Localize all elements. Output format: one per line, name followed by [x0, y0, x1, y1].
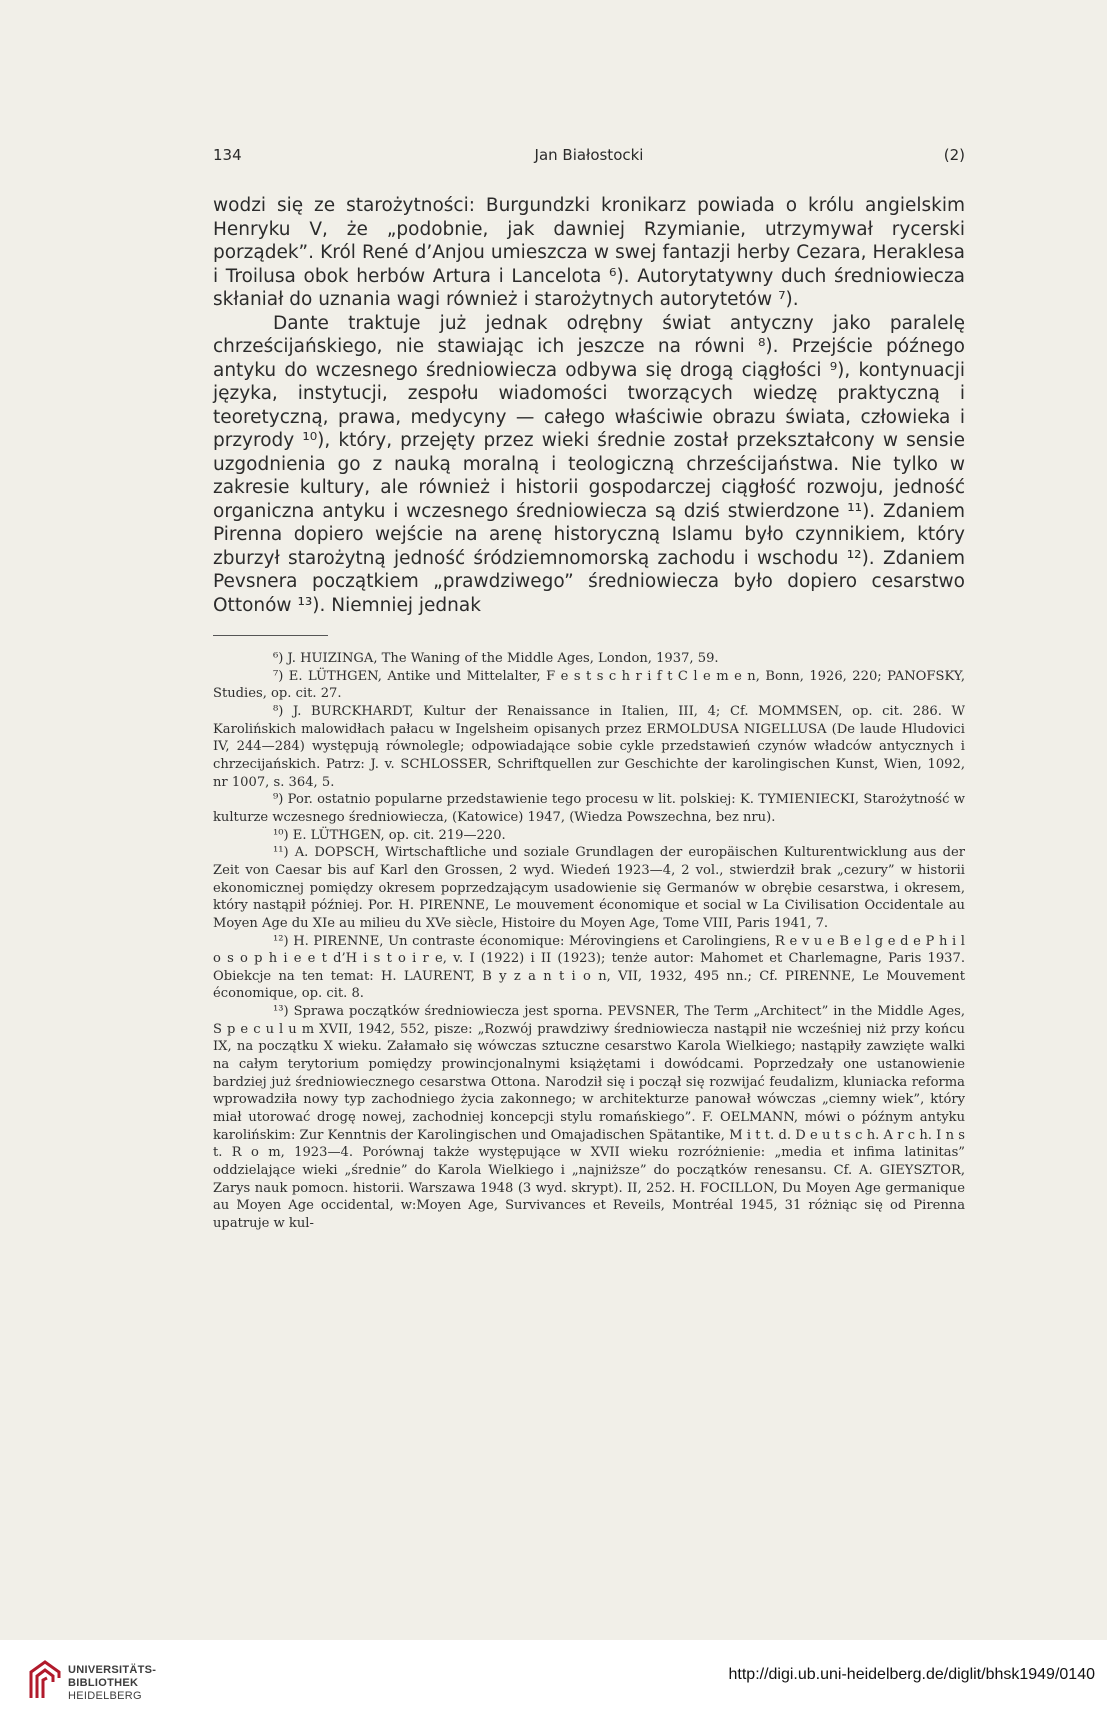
footnote-13: ¹³) Sprawa początków średniowiecza jest sporna. PEVSNER, The Term „Architect” in the Middle Ages, S p e c u l u m XVII, 1942, 552, pisze: „Rozwój prawdziwy średniowiecza nastąpił nie wcześniej niż przy końcu IX, na początku X wieku. Załamało się wówczas sztuczne cesarstwo Karola Wielkiego; nastąpiły zawzięte walki na całym terytorium pomiędzy prowincjonalnymi książętami i dowódcami. Poprzedzały one ustanowienie bardziej już średniowiecznego cesarstwa Ottona. Narodził się i począł się rozwijać feudalizm, kluniacka reforma wprowadziła nowy typ zachodniego życia zakonnego; w architekturze panował wówczas „ciemny wiek”, który miał utorować drogę nowej, zachodniej koncepcji stylu romańskiego”. F. OELMANN, mówi o późnym antyku karolińskim: Zur Kenntnis der Karolingischen und Omajadischen Spätantike, M i t t. d. D e u t s c h. A r c h. I n s t. R o m, 1923—4. Porównaj także występujące w XVII wieku rozróżnienie: „media et infima latinitas” oddzielające wieki „średnie” do Karola Wielkiego i „najniższe” do początków renesansu. Cf. A. GIEYSZTOR, Zarys nauk pomocn. historii. Warszawa 1948 (3 wyd. skrypt). II, 252. H. FOCILLON, Du Moyen Age germanique au Moyen Age occidental, w:Moyen Age, Survivances et Reveils, Montréal 1945, 31 różniąc się od Pirenna upatruje w kul- — [213, 1004, 965, 1231]
paragraph: Dante traktuje już jednak odrębny świat antyczny jako paralelę chrześcijańskiego, nie stawiając ich jeszcze na równi ⁸). Przejście późnego antyku do wczesnego średniowiecza odbywa się drogą ciągłości ⁹), kontynuacji języka, instytucji, zespołu wiadomości tworzących wiedzę praktyczną i teoretyczną, prawa, medycyny — całego właściwie obrazu świata, człowieka i przyrody ¹⁰), który, przejęty przez wieki średnie został przekształcony w sensie uzgodnienia go z nauką moralną i teologiczną chrześcijaństwa. Nie tylko w zakresie kultury, ale również i historii gospodarczej ciągłość rozwoju, jedność organiczna antyku i wczesnego średniowiecza są dziś stwierdzone ¹¹). Zdaniem Pirenna dopiero wejście na arenę historyczną Islamu było czynnikiem, który zburzył starożytną jedność śródziemnomorską zachodu i wschodu ¹²). Zdaniem Pevsnera początkiem „prawdziwego” średniowiecza było dopiero cesarstwo Ottonów ¹³). Niemniej jednak — [213, 312, 965, 616]
footnote-separator — [213, 635, 328, 636]
footnote-11: ¹¹) A. DOPSCH, Wirtschaftliche und soziale Grundlagen der europäischen Kulturentwicklung aus der Zeit von Caesar bis auf Karl den Grossen, 2 wyd. Wiedeń 1923—4, 2 vol., stwierdził brak „cezury” w historii ekonomicznej pomiędzy okresem poprzedzającym usadowienie się Germanów w obrębie cesarstwa, i okresem, który nastąpił później. Por. H. PIRENNE, Le mouvement économique et social w La Civilisation Occidentale au Moyen Age du XIe au milieu du XVe siècle, Histoire du Moyen Age, Tome VIII, Paris 1941, 7. — [213, 845, 965, 931]
logo-line: BIBLIOTHEK — [68, 1677, 139, 1689]
main-text — [213, 194, 965, 617]
logo-line: UNIVERSITÄTS- — [68, 1664, 157, 1676]
library-logo-icon — [27, 1658, 63, 1702]
paragraph: wodzi się ze starożytności: Burgundzki kronikarz powiada o królu angielskim Henryku V, że „podobnie, jak dawniej Rzymianie, utrzymywał rycerski porządek”. Król René d’Anjou umieszcza w swej fantazji herby Cezara, Heraklesa i Troilusa obok herbów Artura i Lancelota ⁶). Autorytatywny duch średniowiecza skłaniał do uznania wagi również i starożytnych autorytetów ⁷). — [213, 195, 965, 310]
footnote-8: ⁸) J. BURCKHARDT, Kultur der Renaissance in Italien, III, 4; Cf. MOMMSEN, op. cit. 286. W Karolińskich malowidłach pałacu w Ingelsheim opisanych przez ERMOLDUSA NIGELLUSA (De laude Hludovici IV, 244—284) występują równolegle; odpowiadające sobie cykle przedstawień czynów władców antycznych i chrzecijańskich. Patrz: J. v. SCHLOSSER, Schriftquellen zur Geschichte der karolingischen Kunst, Wien, 1092, nr 1007, s. 364, 5. — [213, 703, 965, 790]
running-head-part: (2) — [943, 146, 965, 164]
running-head — [213, 140, 965, 168]
running-head-author: Jan Białostocki — [534, 146, 644, 164]
source-url-link[interactable]: http://digi.ub.uni-heidelberg.de/diglit/bhsk1949/0140 — [728, 1666, 1095, 1683]
footnote-10: ¹⁰) E. LÜTHGEN, op. cit. 219—220. — [273, 827, 506, 843]
page-number: 134 — [213, 146, 242, 164]
library-logo-text — [68, 1664, 156, 1703]
footnote-7: ⁷) E. LÜTHGEN, Antike und Mittelalter, F e s t s c h r i f t C l e m e n, Bonn, 1926, 220; PANOFSKY, Studies, op. cit. 27. — [213, 668, 965, 702]
footer-bar — [0, 1640, 1107, 1722]
footnotes — [213, 650, 965, 1233]
logo-line: HEIDELBERG — [68, 1690, 142, 1702]
footnote-12: ¹²) H. PIRENNE, Un contraste économique: Mérovingiens et Carolingiens, R e v u e B e l g e d e P h i l o s o p h i e e t d’H i s t o i r e, v. I (1922) i II (1923); tenże autor: Mahomet et Charlemagne, Paris 1937. Obiekcje na ten temat: H. LAURENT, B y z a n t i o n, VII, 1932, 495 nn.; Cf. PIRENNE, Le Mouvement économique, op. cit. 8. — [213, 933, 965, 1002]
footnote-6: ⁶) J. HUIZINGA, The Waning of the Middle Ages, London, 1937, 59. — [273, 651, 719, 666]
footnote-9: ⁹) Por. ostatnio popularne przedstawienie tego procesu w lit. polskiej: K. TYMIENIECKI, Starożytność w kulturze wczesnego średniowiecza, (Katowice) 1947, (Wiedza Powszechna, bez nru). — [213, 792, 965, 825]
